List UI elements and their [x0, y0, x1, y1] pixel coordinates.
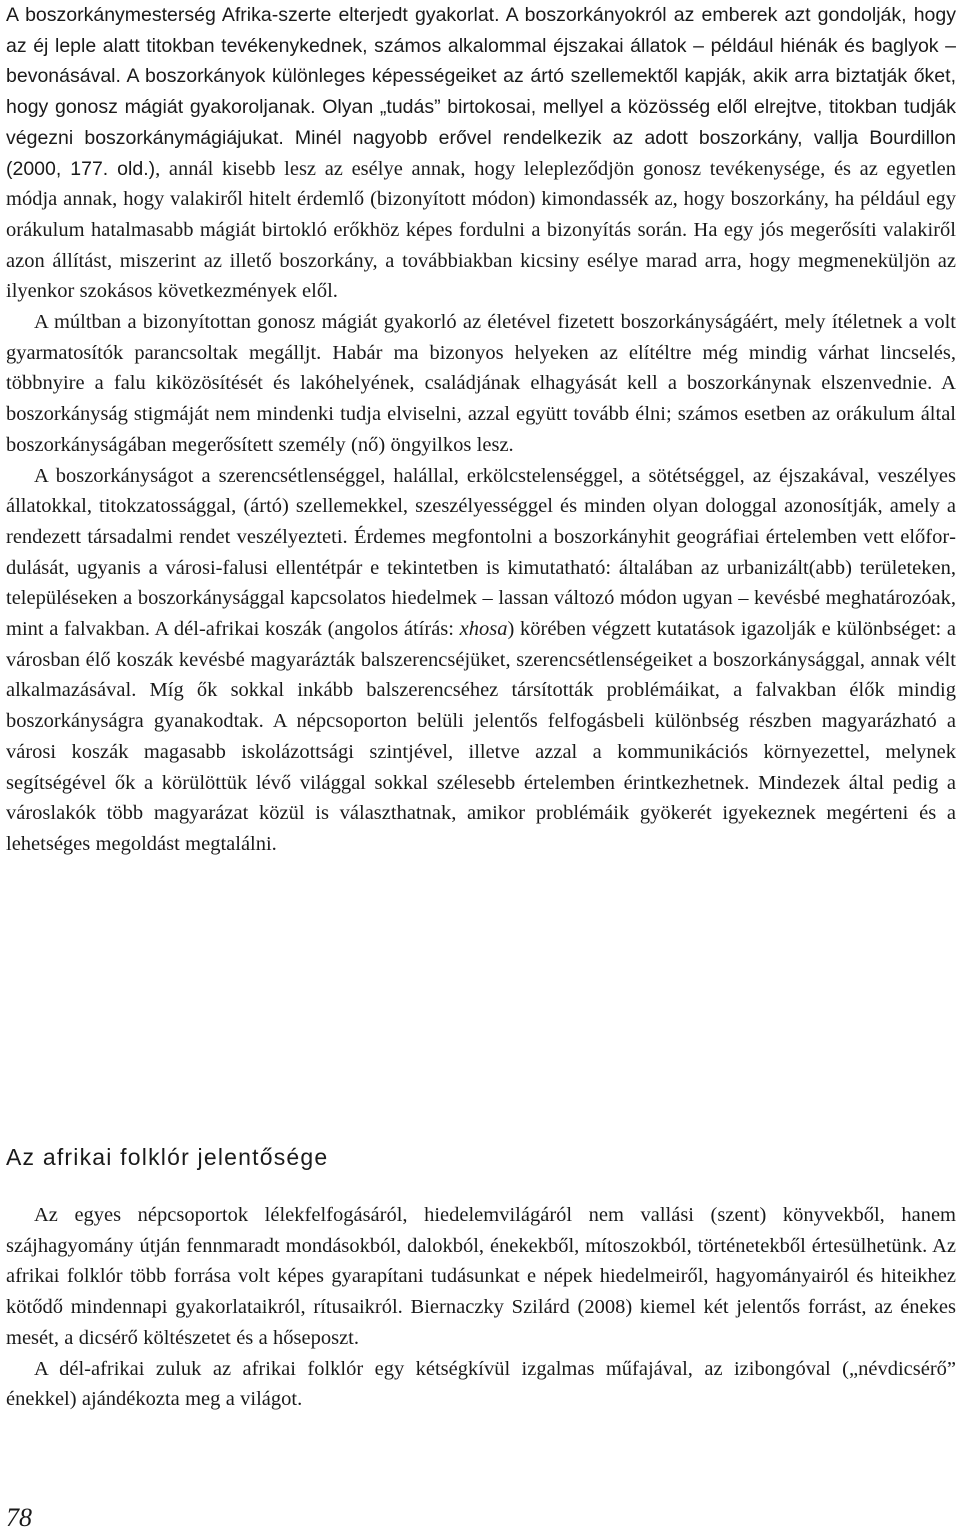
- paragraph-zulu-izibongo: A dél-afrikai zuluk az afrikai folklór egy kétségkívül izgalmas műfajával, az izibongóval („névdicsérő” énekkel) ajándékozta meg a világot.: [6, 1357, 956, 1411]
- main-text-section: [6, 0, 956, 860]
- paragraph-text: , annál kisebb lesz az esélye annak, hogy lelepleződjön gonosz tevékenysége, és az egyetlen módja annak, hogy valakiről hitelt érdemlő (bizonyított módon) kimondassék az, hogy boszorkány, ha például egy orákulum hatalmasabb mágiát birtokló erőkhöz képes fordulni a bizonyítás során. Ha egy jós megerősíti valakiről azon állítást, miszerint az illető boszorkány, a továbbiakban kicsiny esélye marad arra, hogy megmeneküljön az ilyenkor szokásos következmények elől.: [6, 157, 956, 303]
- paragraph-witchcraft-intro: [6, 0, 956, 307]
- section-heading: Az afrikai folklór jelentősége: [6, 1144, 329, 1170]
- paragraph-text-sans: A boszorkánymesterség Afrika-szerte elterjedt gyakorlat. A boszorkányokról az emberek azt gondolják, hogy az éj leple alatt titokban tevékenykednek, számos alkalommal éjszakai állatok – például hiénák és baglyok – bevonásával. A boszorkányok különleges képességeiket az ártó szellemektől kapják, akik arra biztatják őket, hogy gonosz mágiát gyakoroljanak. Olyan „tudás” birtokosai, mellyel a közösség elől elrejtve, titokban tudják végezni boszorkánymágiájukat. Minél nagyobb erővel rendelkezik az adott boszorkány, vallja Bourdillon (2000, 177. old.): [6, 4, 956, 180]
- italic-term: xhosa: [459, 618, 508, 641]
- paragraph-witchcraft-geography: [6, 461, 956, 860]
- paragraph-folklore-sources: Az egyes népcsoportok lélekfelfogásáról, hiedelemvilágáról nem vallási (szent) könyvekből, hanem szájhagyomány útján fennmaradt mondásokból, dalokból, énekekből, mítoszokból, történetekből értesülhetünk. Az afrikai folklór több forrása volt képes gyarapítani tudásunkat e népek hiedelmeiről, hagyományairól és hiteikhez kötődő mindennapi gyakorlataikról, rítusaikról. Biernaczky Szilárd (2008) kiemel két jelentős forrást, az énekes mesét, a dicsérő költészetet és a hőseposzt.: [6, 1204, 956, 1349]
- folklore-section: [6, 1200, 956, 1415]
- paragraph-text: A boszorkányságot a szerencsétlenséggel, halállal, erkölcstelenséggel, a sötétséggel, az éjszakával, veszélyes állatokkal, titokzatossággal, (ártó) szellemekkel, szeszélyességgel és minden olyan dologgal azonosítják, amely a rendezett társadalmi rendet veszélyezteti. Érdemes megfontolni a boszorkányhit geográfiai értelemben vett előfordulását, ugyanis a városi-falusi ellentétpár e tekintetben is kimutatható: általában az urbanizált(abb) területeken, településeken a boszorkánysággal kapcsolatos hiedelmek – lassan változó módon ugyan – kevésbé meghatározóak, mint a falvakban. A dél-afrikai koszák (angolos átírás:: [6, 464, 956, 641]
- paragraph-witchcraft-punishment: A múltban a bizonyítottan gonosz mágiát gyakorló az életével fizetett boszorkányságáért, mely ítéletnek a volt gyarmatosítók parancsoltak megálljt. Habár ma bizonyos helyeken az elítéltre még mindig várhat lincselés, többnyire a falu kiközösítését és lakóhelyének, családjának elhagyását kell a boszorkánynak elszenvednie. A boszorkányság stigmáját nem mindenki tudja elviselni, azzal együtt tovább élni; számos esetben az orákulum által boszorkányságában megerősített személy (nő) öngyilkos lesz.: [6, 311, 956, 456]
- page-number: 78: [6, 1503, 32, 1532]
- paragraph-text: ) körében végzett kutatások igazolják e különbséget: a városban élő koszák kevésbé magyarázták balszerencséjüket, szerencsétlenségeiket a boszorkánysággal, annak vélt alkalmazásával. Míg ők sokkal inkább balszerencséhez társították problémáikat, a falvakban élők mindig boszorkányságra gyanakodtak. A népcsoporton belüli jelentős felfogásbeli különbség részben magyarázható a városi koszák magasabb iskolázottsági szintjével, illetve azzal a kommunikációs környezettel, melynek segítségével ők a körülöttük lévő világgal sokkal szélesebb értelemben érintkezhetnek. Mindezek által pedig a városlakók több magyarázat közül is választhatnak, amikor problémáik gyökerét igyekeznek megérteni és a lehetséges megoldást megtalálni.: [6, 618, 956, 855]
